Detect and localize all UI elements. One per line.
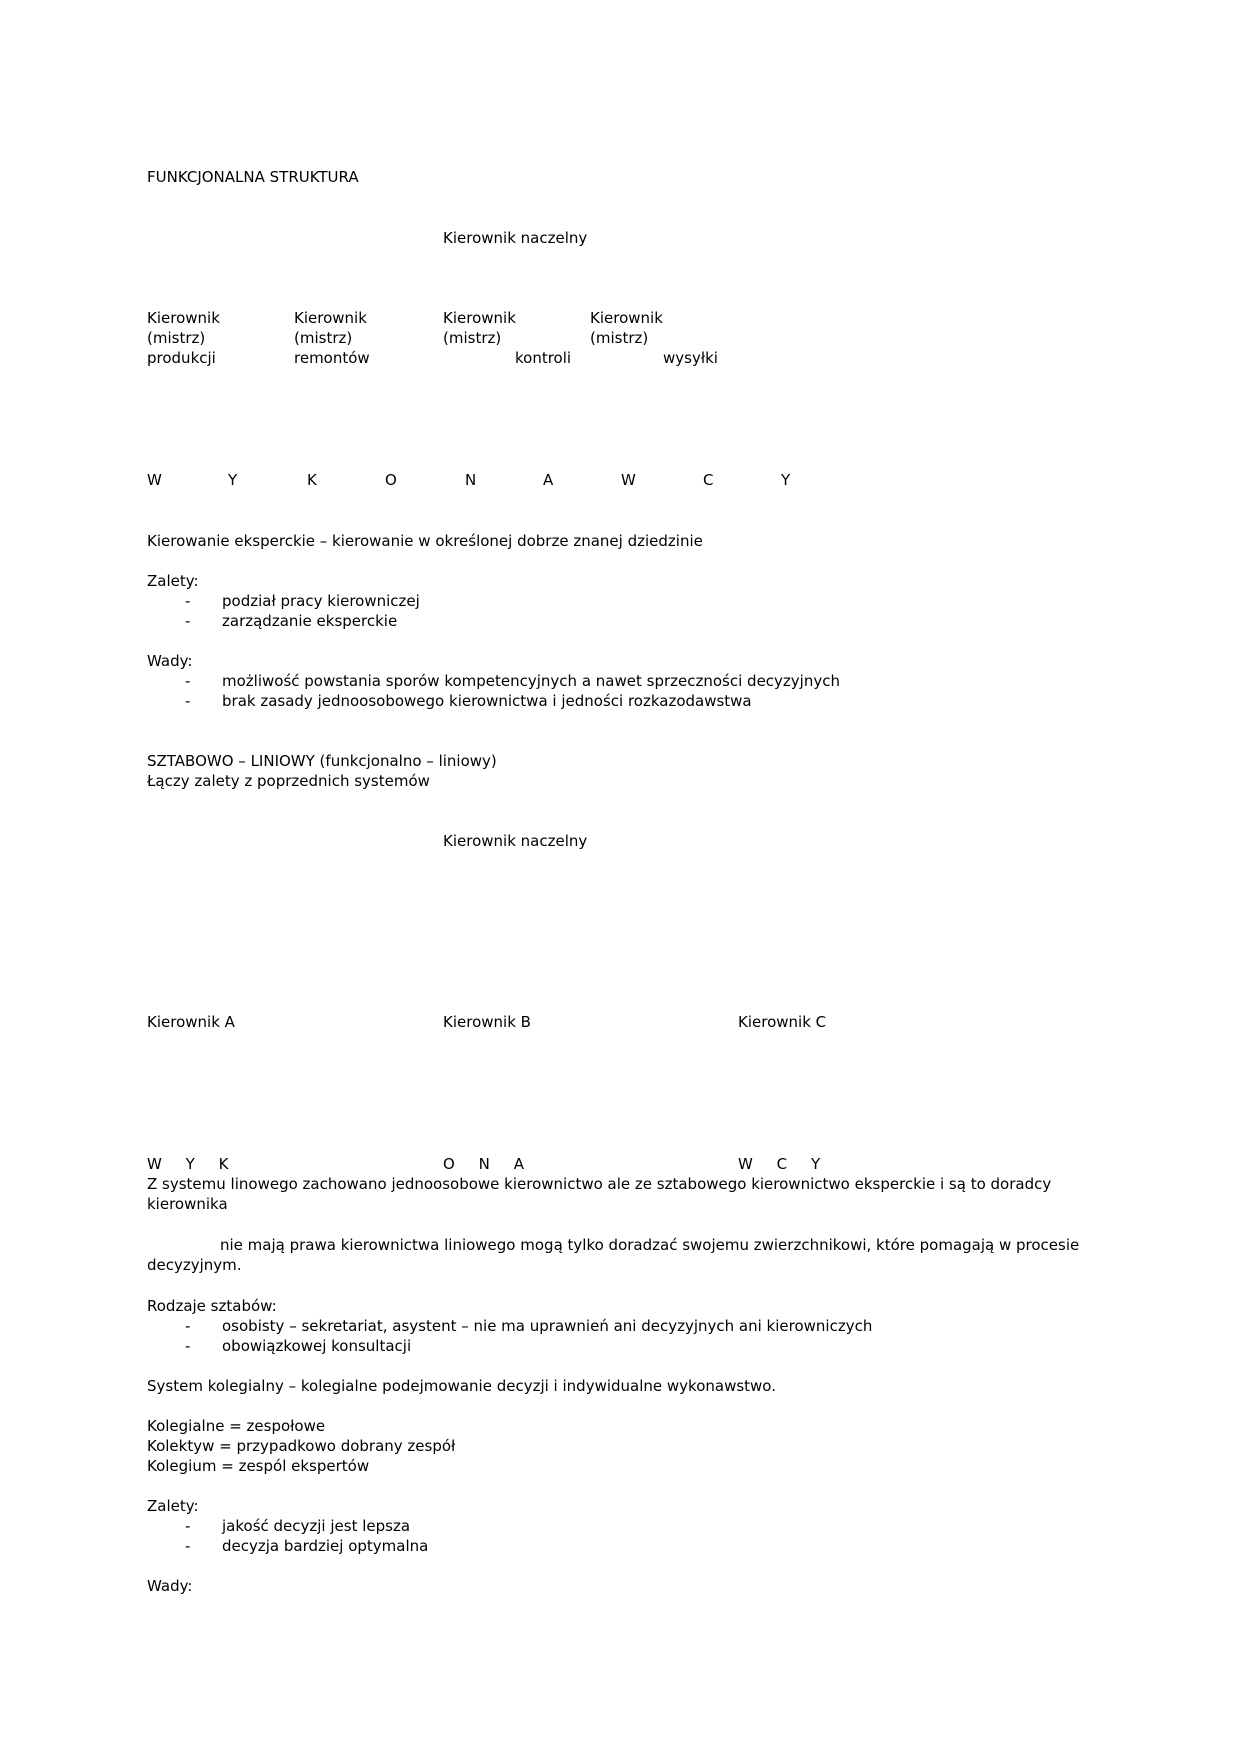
bullet-dash: -	[185, 1337, 191, 1355]
page-title: FUNKCJONALNA STRUKTURA	[147, 168, 359, 186]
list-item: możliwość powstania sporów kompetencyjnych a nawet sprzeczności decyzyjnych	[222, 672, 840, 690]
manager-control-line1: Kierownik	[443, 309, 516, 327]
section-subtitle: Łączy zalety z poprzednich systemów	[147, 772, 430, 790]
manager-repairs-line1: Kierownik	[294, 309, 367, 327]
bullet-dash: -	[185, 1537, 191, 1555]
workers-letters-right: W C Y	[738, 1155, 821, 1173]
manager-control-line2: (mistrz)	[443, 329, 502, 347]
manager-b: Kierownik B	[443, 1013, 531, 1031]
workers-letter: N	[465, 471, 477, 489]
workers-letter: Y	[781, 471, 791, 489]
workers-letter: Y	[228, 471, 238, 489]
workers-letter: A	[543, 471, 554, 489]
workers-letter: W	[147, 471, 162, 489]
section-heading: SZTABOWO – LINIOWY (funkcjonalno – liniowy)	[147, 752, 497, 770]
manager-production-line2: (mistrz)	[147, 329, 206, 347]
list-item: zarządzanie eksperckie	[222, 612, 398, 630]
manager-shipping-line2: (mistrz)	[590, 329, 649, 347]
manager-repairs-line3: remontów	[294, 349, 370, 367]
staff-types-label: Rodzaje sztabów:	[147, 1297, 277, 1315]
bullet-dash: -	[185, 1317, 191, 1335]
collegial-definition: System kolegialny – kolegialne podejmowanie decyzji i indywidualne wykonawstwo.	[147, 1377, 776, 1395]
list-item: podział pracy kierowniczej	[222, 592, 420, 610]
workers-letter: C	[703, 471, 714, 489]
workers-letters-left: W Y K	[147, 1155, 229, 1173]
workers-letters-middle: O N A	[443, 1155, 524, 1173]
manager-shipping-line3: wysyłki	[663, 349, 718, 367]
paragraph: nie mają prawa kierownictwa liniowego mogą tylko doradzać swojemu zwierzchnikowi, które pomagają w procesie decyzyjnym.	[147, 1236, 1080, 1274]
list-item: brak zasady jednoosobowego kierownictwa i jedności rozkazodawstwa	[222, 692, 752, 710]
chart1-top-manager: Kierownik naczelny	[443, 229, 588, 247]
manager-control-line3: kontroli	[515, 349, 572, 367]
disadvantages-label: Wady:	[147, 1577, 193, 1595]
manager-production-line3: produkcji	[147, 349, 216, 367]
advantages-label: Zalety:	[147, 572, 199, 590]
disadvantages-label: Wady:	[147, 652, 193, 670]
definition-line: Kolektyw = przypadkowo dobrany zespół	[147, 1437, 456, 1455]
list-item: osobisty – sekretariat, asystent – nie ma uprawnień ani decyzyjnych ani kierowniczych	[222, 1317, 873, 1335]
list-item: decyzja bardziej optymalna	[222, 1537, 429, 1555]
bullet-dash: -	[185, 692, 191, 710]
chart2-top-manager: Kierownik naczelny	[443, 832, 588, 850]
manager-a: Kierownik A	[147, 1013, 235, 1031]
definition-line: Kolegialne = zespołowe	[147, 1417, 326, 1435]
paragraph: Z systemu linowego zachowano jednoosobowe kierownictwo ale ze sztabowego kierownictwo eksperckie i są to doradcy kierownika	[147, 1175, 1052, 1213]
bullet-dash: -	[185, 612, 191, 630]
manager-c: Kierownik C	[738, 1013, 827, 1031]
workers-letter: O	[385, 471, 397, 489]
manager-production-line1: Kierownik	[147, 309, 220, 327]
list-item: obowiązkowej konsultacji	[222, 1337, 412, 1355]
advantages-label: Zalety:	[147, 1497, 199, 1515]
manager-repairs-line2: (mistrz)	[294, 329, 353, 347]
workers-letter: W	[621, 471, 636, 489]
expert-definition: Kierowanie eksperckie – kierowanie w określonej dobrze znanej dziedzinie	[147, 532, 703, 550]
manager-shipping-line1: Kierownik	[590, 309, 663, 327]
bullet-dash: -	[185, 1517, 191, 1535]
workers-letter: K	[307, 471, 317, 489]
bullet-dash: -	[185, 672, 191, 690]
bullet-dash: -	[185, 592, 191, 610]
list-item: jakość decyzji jest lepsza	[222, 1517, 411, 1535]
definition-line: Kolegium = zespól ekspertów	[147, 1457, 370, 1475]
